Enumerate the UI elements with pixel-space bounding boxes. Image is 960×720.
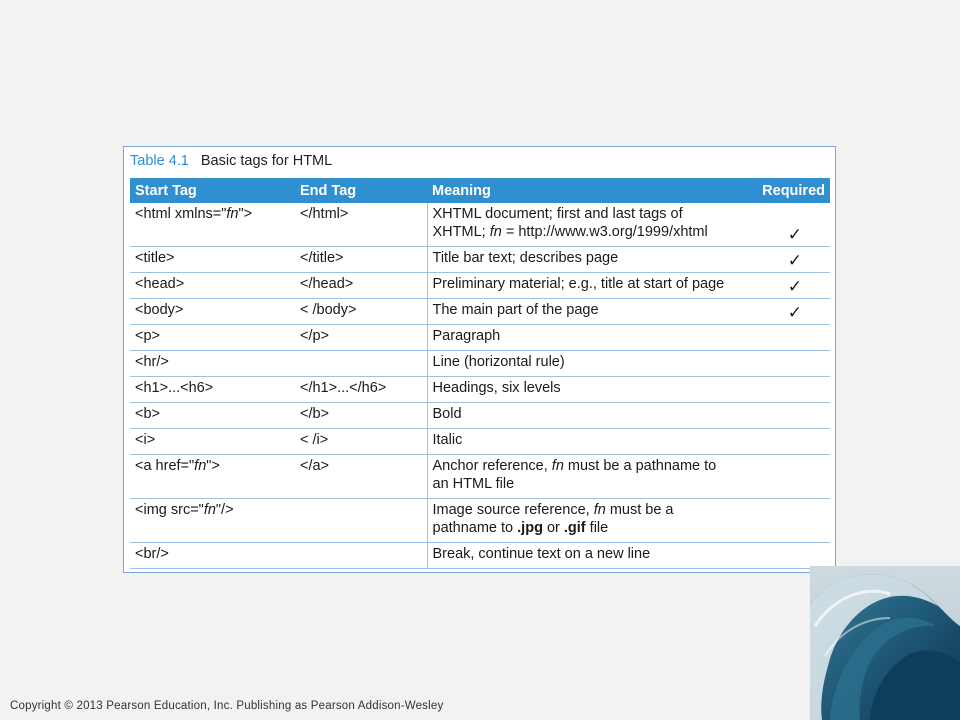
table-row [130, 403, 830, 429]
end-tag-cell: </title> [295, 247, 427, 273]
end-tag-cell [295, 543, 427, 569]
required-cell [752, 403, 830, 429]
meaning-cell: Italic [427, 429, 752, 455]
table-row [130, 351, 830, 377]
table-title: Basic tags for HTML [200, 153, 333, 169]
copyright-footer: Copyright © 2013 Pearson Education, Inc. Publishing as Pearson Addison-Wesley [10, 700, 444, 712]
header-start-tag: Start Tag [130, 178, 295, 203]
required-cell: ✓ [752, 247, 830, 273]
start-tag-cell: <a href="fn"> [130, 455, 295, 499]
header-end-tag: End Tag [295, 178, 427, 203]
start-tag-cell: <h1>...<h6> [130, 377, 295, 403]
table-row [130, 247, 830, 273]
table-caption [130, 153, 332, 169]
meaning-cell: The main part of the page [427, 299, 752, 325]
table-row [130, 455, 830, 499]
start-tag-cell: <p> [130, 325, 295, 351]
meaning-cell: XHTML document; first and last tags of XHTML; fn = http://www.w3.org/1999/xhtml [427, 203, 752, 247]
required-cell: ✓ [752, 203, 830, 247]
end-tag-cell: </b> [295, 403, 427, 429]
table-number: Table 4.1 [130, 153, 189, 169]
end-tag-cell [295, 351, 427, 377]
meaning-cell: Preliminary material; e.g., title at start of page [427, 273, 752, 299]
table-row [130, 499, 830, 543]
meaning-cell: Break, continue text on a new line [427, 543, 752, 569]
table-row [130, 429, 830, 455]
meaning-cell: Headings, six levels [427, 377, 752, 403]
required-cell: ✓ [752, 273, 830, 299]
table-row [130, 325, 830, 351]
start-tag-cell: <title> [130, 247, 295, 273]
required-cell [752, 499, 830, 543]
table-4-1 [123, 146, 836, 573]
start-tag-cell: <html xmlns="fn"> [130, 203, 295, 247]
required-cell [752, 377, 830, 403]
meaning-cell: Title bar text; describes page [427, 247, 752, 273]
end-tag-cell: </a> [295, 455, 427, 499]
start-tag-cell: <head> [130, 273, 295, 299]
required-cell: ✓ [752, 299, 830, 325]
start-tag-cell: <br/> [130, 543, 295, 569]
end-tag-cell: </p> [295, 325, 427, 351]
required-cell [752, 543, 830, 569]
start-tag-cell: <body> [130, 299, 295, 325]
end-tag-cell [295, 499, 427, 543]
header-required: Required [752, 178, 830, 203]
ocean-wave-image [810, 566, 960, 720]
table-row [130, 299, 830, 325]
end-tag-cell: </head> [295, 273, 427, 299]
meaning-cell: Anchor reference, fn must be a pathname to an HTML file [427, 455, 752, 499]
start-tag-cell: <hr/> [130, 351, 295, 377]
header-meaning: Meaning [427, 178, 752, 203]
start-tag-cell: <img src="fn"/> [130, 499, 295, 543]
table-row [130, 203, 830, 247]
table-row [130, 377, 830, 403]
end-tag-cell: </html> [295, 203, 427, 247]
end-tag-cell: </h1>...</h6> [295, 377, 427, 403]
required-cell [752, 325, 830, 351]
table-header-row [130, 178, 830, 203]
meaning-cell: Paragraph [427, 325, 752, 351]
required-cell [752, 455, 830, 499]
table-body [130, 203, 830, 569]
start-tag-cell: <i> [130, 429, 295, 455]
meaning-cell: Line (horizontal rule) [427, 351, 752, 377]
start-tag-cell: <b> [130, 403, 295, 429]
html-tags-table [130, 178, 830, 569]
end-tag-cell: < /body> [295, 299, 427, 325]
table-row [130, 543, 830, 569]
required-cell [752, 429, 830, 455]
table-row [130, 273, 830, 299]
meaning-cell: Bold [427, 403, 752, 429]
required-cell [752, 351, 830, 377]
meaning-cell: Image source reference, fn must be a pathname to .jpg or .gif file [427, 499, 752, 543]
end-tag-cell: < /i> [295, 429, 427, 455]
